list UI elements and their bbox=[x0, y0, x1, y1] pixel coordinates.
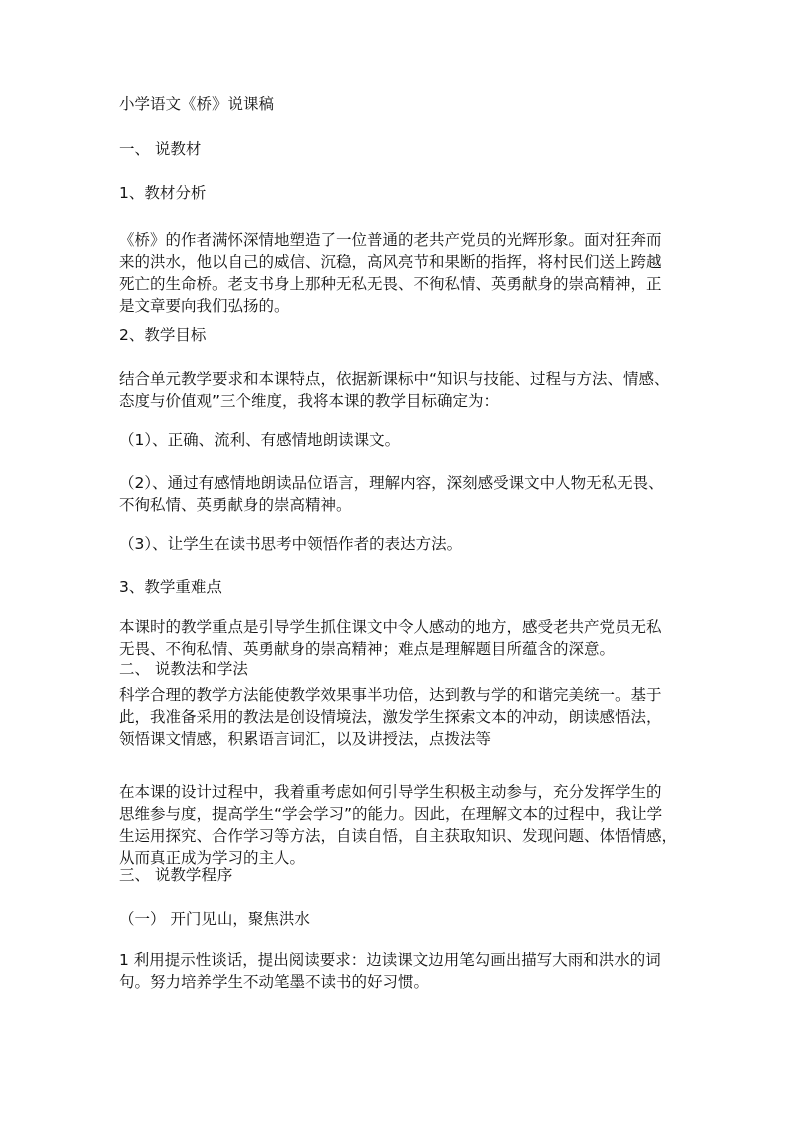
goal-item-2 bbox=[119, 472, 689, 516]
paragraph-teaching-goals bbox=[119, 368, 689, 412]
text-line: 在本课的设计过程中，我着重考虑如何引导学生积极主动参与，充分发挥学生的 bbox=[119, 783, 662, 801]
step-heading-1: （一） 开门见山，聚焦洪水 bbox=[119, 910, 310, 928]
section-heading-textbook: 一、 说教材 bbox=[119, 140, 202, 158]
section-heading-methods: 二、 说教法和学法 bbox=[119, 660, 248, 678]
goal-item-3: （3）、让学生在读书思考中领悟作者的表达方法。 bbox=[119, 535, 463, 553]
text-line: 从而真正成为学习的主人。 bbox=[119, 849, 306, 867]
text-line: 无畏、不徇私情、英勇献身的崇高精神；难点是理解题目所蕴含的深意。 bbox=[119, 640, 616, 658]
subheading-teaching-goals: 2、教学目标 bbox=[119, 326, 207, 344]
text-line: 1 利用提示性谈话，提出阅读要求：边读课文边用笔勾画出描写大雨和洪水的词 bbox=[119, 951, 661, 969]
goal-item-1: （1）、正确、流利、有感情地朗读课文。 bbox=[119, 431, 401, 449]
paragraph-learning-methods bbox=[119, 781, 689, 869]
document-title: 小学语文《桥》说课稿 bbox=[119, 95, 275, 113]
text-line: 科学合理的教学方法能使教学效果事半功倍，达到教与学的和谐完美统一。基于 bbox=[119, 686, 662, 704]
text-line: 是文章要向我们弘扬的。 bbox=[119, 297, 290, 315]
paragraph-step-1 bbox=[119, 949, 689, 993]
paragraph-key-points bbox=[119, 616, 689, 660]
text-line: 领悟课文情感，积累语言词汇，以及讲授法，点拨法等 bbox=[119, 730, 492, 748]
text-line: 不徇私情、英勇献身的崇高精神。 bbox=[119, 496, 352, 514]
section-heading-procedure: 三、 说教学程序 bbox=[119, 866, 233, 884]
text-line: 思维参与度，提高学生“学会学习”的能力。因此，在理解文本的过程中，我让学 bbox=[119, 805, 663, 823]
text-line: 来的洪水，他以自己的威信、沉稳，高风亮节和果断的指挥，将村民们送上跨越 bbox=[119, 253, 662, 271]
subheading-textbook-analysis: 1、教材分析 bbox=[119, 184, 207, 202]
text-line: （2）、通过有感情地朗读品位语言，理解内容，深刻感受课文中人物无私无畏、 bbox=[119, 474, 664, 492]
text-line: 死亡的生命桥。老支书身上那种无私无畏、不徇私情、英勇献身的崇高精神，正 bbox=[119, 275, 662, 293]
text-line: 《桥》的作者满怀深情地塑造了一位普通的老共产党员的光辉形象。面对狂奔而 bbox=[119, 231, 662, 249]
subheading-key-points: 3、教学重难点 bbox=[119, 578, 222, 596]
text-line: 态度与价值观”三个维度，我将本课的教学目标确定为： bbox=[119, 392, 500, 410]
text-line: 本课时的教学重点是引导学生抓住课文中令人感动的地方，感受老共产党员无私 bbox=[119, 618, 662, 636]
paragraph-teaching-methods bbox=[119, 684, 689, 750]
text-line: 结合单元教学要求和本课特点，依据新课标中“知识与技能、过程与方法、情感、 bbox=[119, 370, 670, 388]
text-line: 句。努力培养学生不动笔墨不读书的好习惯。 bbox=[119, 973, 430, 991]
text-line: 此，我准备采用的教法是创设情境法，激发学生探索文本的冲动，朗读感悟法， bbox=[119, 708, 662, 726]
text-line: 生运用探究、合作学习等方法，自读自悟，自主获取知识、发现问题、体悟情感， bbox=[119, 827, 678, 845]
paragraph-textbook-analysis bbox=[119, 229, 689, 317]
